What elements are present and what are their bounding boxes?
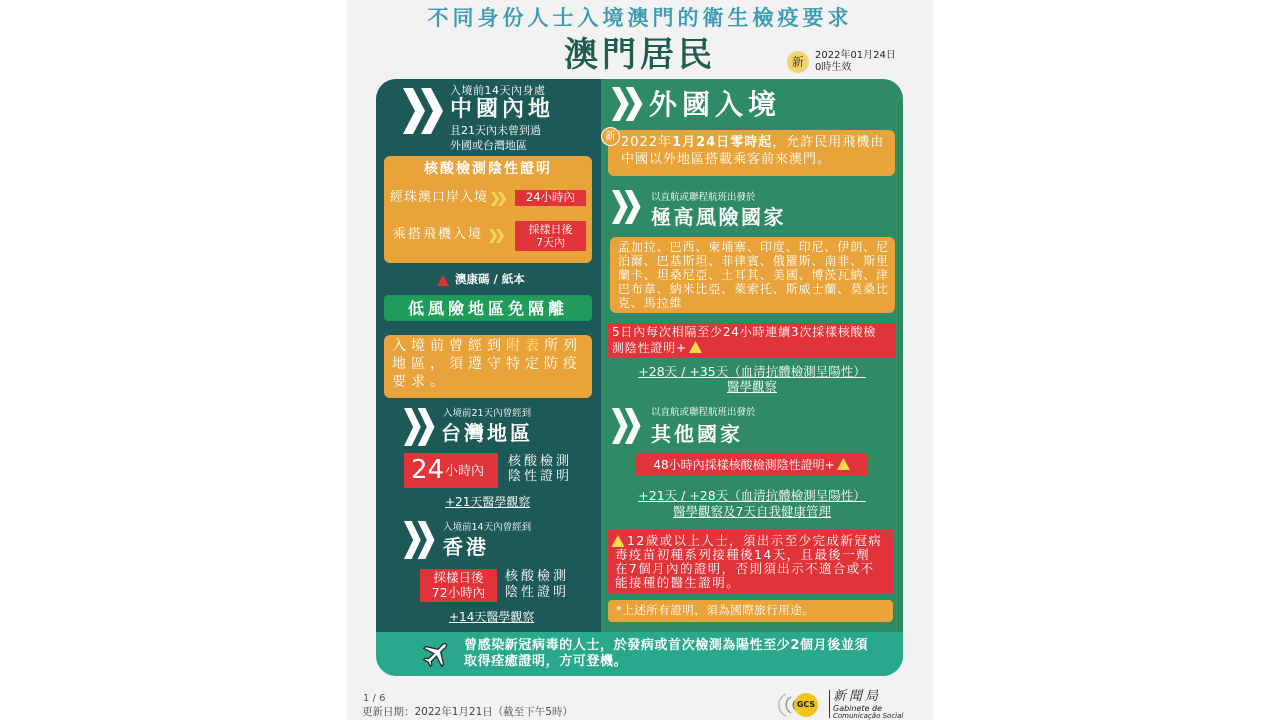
hongkong-title: 香港 (443, 535, 489, 559)
very-high-risk-requirement-text: 測陰性證明+ (612, 341, 687, 355)
logo-name: 新聞局 (833, 689, 882, 704)
update-date: 更新日期：2022年1月21日（截至下午5時） (362, 706, 573, 718)
health-code-label: 澳康碼 / 紙本 (455, 272, 525, 286)
taiwan-test-line2: 陰性證明 (508, 469, 573, 484)
hongkong-test-line1: 核酸檢測 (505, 569, 570, 584)
flight-label: 乘搭飛機入境 (393, 227, 484, 242)
warning-triangle-icon (437, 275, 449, 286)
appendix-link[interactable]: 附表 (506, 338, 544, 354)
double-chevron-icon (489, 229, 505, 243)
hongkong-test-line2: 陰性證明 (505, 585, 570, 600)
notice-line1 (392, 338, 582, 355)
foreign-notice-line2: 中國以外地區搭載乘客前來澳門。 (621, 152, 832, 167)
effective-time: 0時生效 (815, 62, 852, 73)
hongkong-time-box (420, 569, 497, 602)
mainland-condition-line2: 外國或台灣地區 (450, 139, 527, 152)
poster-subtitle: 澳門居民 (564, 35, 716, 75)
other-countries-requirement-text: 48小時內採樣核酸檢測陰性證明+ (653, 458, 835, 472)
foreign-entry-column (601, 79, 903, 632)
country-list-line: 克、馬拉維 (618, 296, 683, 310)
logo-pt-line1: Gabinete de (833, 704, 882, 713)
gcs-logo: GCS (794, 693, 818, 717)
new-badge: 新 (787, 51, 809, 73)
foreign-notice-rest: ，允許民用飛機由 (772, 135, 885, 150)
test-box-title: 核酸檢測陰性證明 (424, 161, 552, 177)
taiwan-test-line1: 核酸檢測 (508, 454, 573, 469)
page-indicator: 1 / 6 (363, 693, 386, 704)
very-high-risk-country-list (610, 237, 895, 313)
very-high-risk-requirement-line1: 5日內每次相隔至少24小時連續3次採樣核酸檢 (612, 325, 877, 339)
double-chevron-icon (404, 408, 436, 446)
poster-title: 不同身份人士入境澳門的衛生檢疫要求 (427, 6, 853, 30)
warning-triangle-icon (837, 458, 850, 470)
warning-triangle-icon (689, 341, 702, 353)
effective-date: 2022年01月24日 (815, 50, 896, 61)
taiwan-pre-label: 入境前21天內曾經到 (443, 408, 532, 419)
hongkong-time-line1: 採樣日後 (433, 570, 484, 585)
low-risk-bar (384, 295, 592, 321)
foreign-notice-year: 2022年 (621, 135, 673, 150)
very-high-risk-title: 極高風險國家 (651, 205, 786, 229)
very-high-risk-observation-line1[interactable]: +28天 / +35天（血清抗體檢測呈陽性） (638, 364, 866, 379)
flight-time-box (515, 221, 586, 251)
vaccine-notice (608, 530, 893, 593)
other-countries-requirement (635, 454, 868, 476)
notice-line3: 要求。 (392, 374, 449, 390)
logo-divider (829, 690, 830, 718)
country-list-line: 泊爾、巴基斯坦、菲律賓、俄羅斯、南非、斯里 (618, 254, 889, 268)
warning-triangle-icon (611, 535, 625, 547)
mainland-title: 中國內地 (450, 97, 555, 122)
country-list-line: 孟加拉、巴西、柬埔寨、印度、印尼、伊朗、尼 (618, 240, 889, 254)
country-list-line: 巴布韋、納米比亞、萊索托、斯威士蘭、莫桑比 (618, 282, 889, 296)
low-risk-label: 低風險地區免隔離 (407, 299, 568, 318)
taiwan-time-number: 24 (411, 455, 445, 485)
other-countries-requirement-line (635, 458, 868, 472)
hongkong-observation-link[interactable]: +14天醫學觀察 (449, 610, 535, 624)
other-countries-observation-line2[interactable]: 醫學觀察及7天自我健康管理 (673, 504, 831, 519)
vaccine-notice-line: 12歲或以上人士，須出示至少完成新冠病 (627, 533, 883, 548)
hongkong-pre-label: 入境前14天內曾經到 (443, 522, 532, 533)
special-requirements-notice (384, 335, 592, 398)
very-high-risk-requirement (608, 323, 895, 357)
foreign-new-badge: 新 (601, 127, 620, 146)
double-chevron-icon (612, 190, 642, 224)
land-port-time: 24小時內 (525, 190, 576, 204)
double-chevron-icon (403, 88, 445, 134)
footnote-text: *上述所有證明，須為國際旅行用途。 (616, 603, 815, 617)
double-chevron-icon (612, 408, 642, 444)
other-countries-pre-label: 以直航或聯程航班出發於 (651, 407, 756, 418)
taiwan-observation-link[interactable]: +21天醫學觀察 (445, 495, 531, 509)
double-chevron-icon (612, 87, 644, 121)
airplane-icon (421, 638, 453, 670)
notice-line2: 地區，須遵守特定防疫 (392, 356, 582, 372)
boarding-notice-line2: 取得痊癒證明，方可登機。 (464, 654, 628, 669)
requirements-board (376, 79, 903, 676)
flight-time-line1: 採樣日後 (528, 223, 573, 236)
footnote-box (608, 600, 893, 622)
very-high-risk-pre-label: 以直航或聯程航班出發於 (651, 192, 756, 203)
mainland-pre-label: 入境前14天內身處 (450, 84, 546, 97)
document-page (347, 0, 933, 720)
very-high-risk-requirement-line2 (612, 341, 702, 355)
land-port-label: 經珠澳口岸入境 (390, 190, 489, 205)
very-high-risk-observation-line2[interactable]: 醫學觀察 (726, 379, 777, 394)
mainland-taiwan-hongkong-column (376, 79, 601, 632)
foreign-title: 外國入境 (649, 88, 782, 121)
other-countries-title: 其他國家 (651, 422, 743, 446)
notice-line1-a: 入境前曾經到 (392, 338, 506, 354)
hongkong-time-line2: 72小時內 (431, 585, 486, 600)
taiwan-title: 台灣地區 (441, 421, 533, 445)
other-countries-observation-line1[interactable]: +21天 / +28天（血清抗體檢測呈陽性） (638, 488, 866, 503)
foreign-notice-line1 (621, 135, 884, 151)
flight-time-line2: 7天內 (536, 236, 565, 249)
foreign-notice-date: 1月24日零時起 (672, 135, 773, 150)
taiwan-time-unit: 小時內 (445, 464, 485, 479)
vaccine-notice-line: 在7個月內的證明，否則須出示不適合或不 (615, 561, 875, 576)
boarding-notice-line1: 曾感染新冠病毒的人士，於發病或首次檢測為陽性至少2個月後並須 (464, 638, 869, 653)
boarding-notice-bar (376, 632, 903, 676)
land-port-time-box (515, 190, 586, 206)
foreign-flight-notice (608, 130, 895, 176)
vaccine-notice-line: 能接種的醫生證明。 (615, 575, 741, 590)
vaccine-notice-line: 毒疫苗初種系列接種後14天，且最後一劑 (615, 547, 871, 562)
notice-line1-b: 所列 (544, 338, 582, 354)
double-chevron-icon (491, 192, 507, 206)
logo-pt-line2: Comunicação Social (833, 712, 904, 720)
country-list-line: 蘭卡、坦桑尼亞、土耳其、美國、博茨瓦納、津 (618, 268, 889, 282)
mainland-condition-line1: 且21天內未曾到過 (450, 124, 541, 137)
mainland-test-box (384, 156, 592, 263)
taiwan-time-box (404, 453, 498, 488)
double-chevron-icon (404, 521, 436, 559)
